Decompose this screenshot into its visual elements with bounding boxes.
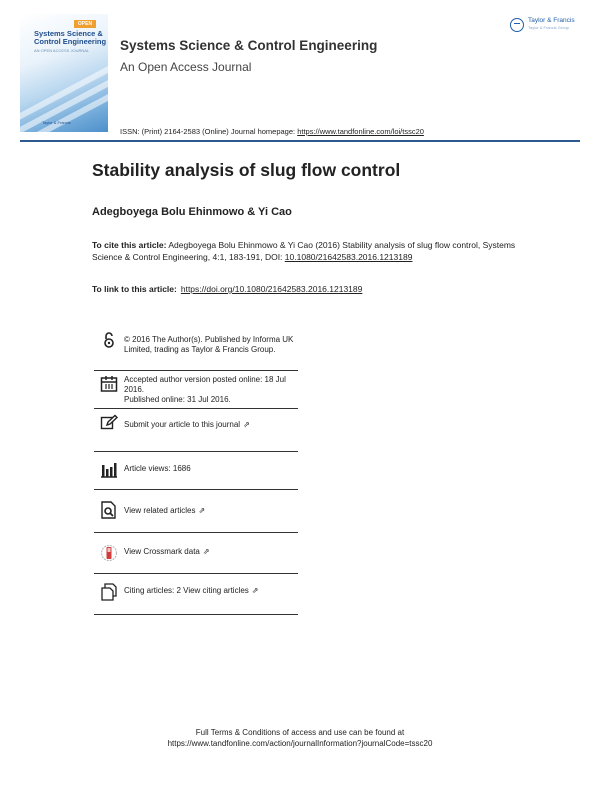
related-row[interactable] [94, 490, 298, 533]
cite-label: To cite this article: [92, 240, 167, 250]
open-access-icon [100, 331, 118, 349]
journal-homepage-link[interactable]: https://www.tandfonline.com/loi/tssc20 [297, 127, 424, 136]
calendar-icon [100, 375, 118, 393]
cover-open-badge: OPEN [74, 20, 96, 28]
citing-articles-icon [100, 583, 118, 601]
logo-tagline: Taylor & Francis Group [528, 25, 569, 30]
crossmark-row[interactable] [94, 533, 298, 574]
external-link-icon: ⇗ [243, 420, 250, 429]
footer-terms-link[interactable]: https://www.tandfonline.com/action/journalInformation?journalCode=tssc20 [167, 739, 433, 748]
article-doi-link[interactable]: https://doi.org/10.1080/21642583.2016.1213189 [180, 284, 363, 294]
accepted-date: Accepted author version posted online: 18 Jul 2016. [124, 375, 286, 394]
external-link-icon: ⇗ [202, 547, 210, 556]
crossmark-link[interactable]: View Crossmark data [124, 547, 200, 556]
citing-articles-link[interactable]: Citing articles: 2 View citing articles [124, 586, 249, 595]
views-row [94, 452, 298, 490]
header-divider [20, 140, 580, 142]
journal-title: Systems Science & Control Engineering [120, 38, 378, 53]
article-title: Stability analysis of slug flow control [92, 160, 401, 180]
citing-row[interactable] [94, 574, 298, 615]
article-views: Article views: 1686 [124, 464, 191, 473]
issn-line [120, 127, 424, 136]
cover-publisher: Taylor & Francis [42, 120, 71, 125]
external-link-icon: ⇗ [198, 506, 206, 515]
submit-row[interactable] [94, 409, 298, 452]
cite-doi-link[interactable]: 10.1080/21642583.2016.1213189 [284, 251, 413, 262]
footer-terms-text: Full Terms & Conditions of access and use can be found at [195, 728, 405, 737]
cite-text: Adegboyega Bolu Ehinmowo & Yi Cao (2016) Stability analysis of slug flow control, Systems Science & Control Engineering, 4:1, 183-191, DOI: [92, 240, 516, 262]
taylor-francis-logo[interactable] [510, 16, 582, 36]
journal-cover [20, 14, 108, 132]
related-articles-link[interactable]: View related articles [124, 506, 196, 515]
document-search-icon [100, 501, 118, 519]
citation-block [92, 240, 522, 263]
article-info-list [94, 328, 298, 615]
license-text: © 2016 The Author(s). Published by Informa UK Limited, trading as Taylor & Francis Group. [124, 335, 294, 354]
pencil-edit-icon [100, 414, 118, 432]
cover-title: Systems Science & Control Engineering [34, 29, 107, 46]
external-link-icon: ⇗ [251, 586, 259, 595]
published-date: Published online: 31 Jul 2016. [124, 395, 231, 404]
taylor-francis-logo-icon [510, 18, 524, 32]
article-link-line [92, 284, 362, 294]
journal-subtitle: An Open Access Journal [120, 60, 252, 74]
bar-chart-icon [100, 461, 118, 479]
issn-text: ISSN: (Print) 2164-2583 (Online) Journal homepage: [120, 127, 298, 136]
logo-name: Taylor & Francis [528, 17, 575, 24]
cover-subtitle: AN OPEN ACCESS JOURNAL [34, 48, 90, 53]
article-authors: Adegboyega Bolu Ehinmowo & Yi Cao [92, 206, 292, 218]
link-label: To link to this article: [92, 284, 177, 294]
dates-row [94, 371, 298, 409]
license-row [94, 328, 298, 371]
footer [0, 727, 600, 749]
submit-link[interactable]: Submit your article to this journal [124, 420, 241, 429]
crossmark-icon [100, 544, 118, 562]
